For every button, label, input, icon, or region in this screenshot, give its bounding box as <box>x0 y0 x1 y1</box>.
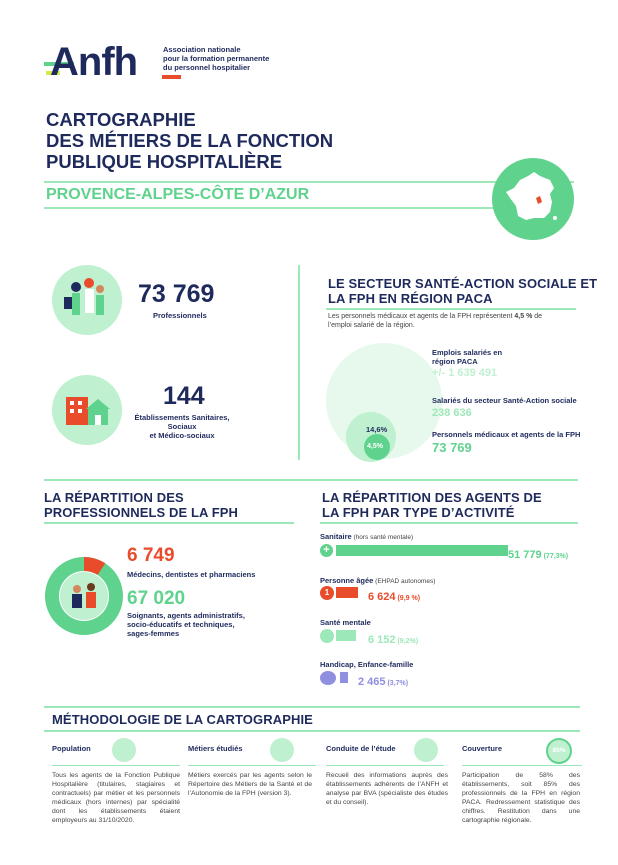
region-rule-bottom <box>44 207 498 209</box>
medecins-label: Médecins, dentistes et pharmaciens <box>127 570 256 579</box>
activity-name: Handicap, Enfance-famille <box>320 660 414 669</box>
personnels-label: Personnels médicaux et agents de la FPH <box>432 430 581 439</box>
activity-pct: (9,9 %) <box>395 595 421 602</box>
activity-item-sanitaire <box>320 530 600 562</box>
pct-146: 14,6% <box>366 425 388 434</box>
logo-tagline-line3: du personnel hospitalier <box>163 63 251 72</box>
medecins-value: 6 749 <box>127 545 175 566</box>
logo-wordmark: Anfh <box>50 40 138 84</box>
page-title-line2: DES MÉTIERS DE LA FONCTION <box>46 130 334 151</box>
salaries-label: Salariés du secteur Santé-Action sociale <box>432 396 577 405</box>
activity-pct: (77,3%) <box>541 553 569 560</box>
page-title <box>46 109 333 172</box>
activity-bar <box>336 545 508 556</box>
france-map-badge <box>492 158 574 240</box>
activity-bar <box>336 630 356 641</box>
secteur-intro-text-3: l’emploi salarié de la région. <box>328 322 415 329</box>
activity-value: 6 624 <box>368 591 396 603</box>
emplois-label-line2: région PACA <box>432 357 478 366</box>
activity-bar <box>340 672 348 683</box>
cross-icon: + <box>320 544 333 557</box>
repartition-agents-title-line1: LA RÉPARTITION DES AGENTS DE <box>322 490 542 505</box>
elderly-icon: 1 <box>320 586 334 600</box>
middle-rule <box>44 479 578 481</box>
page-title-line3: PUBLIQUE HOSPITALIÈRE <box>46 151 283 172</box>
professionals-illustration <box>52 265 122 335</box>
search-icon <box>270 738 294 762</box>
repartition-donut <box>44 556 124 636</box>
establishments-label <box>132 413 232 440</box>
establishments-label-line3: et Médico-sociaux <box>149 431 215 440</box>
family-icon <box>320 671 336 685</box>
methodo-title: MÉTHODOLOGIE DE LA CARTOGRAPHIE <box>52 712 313 727</box>
methodo-rule-top <box>44 706 580 708</box>
activity-pct: (9,2%) <box>395 638 419 645</box>
secteur-intro-pct: 4,5 % <box>514 313 533 320</box>
methodo-columns <box>52 738 582 848</box>
activity-note: (hors santé mentale) <box>351 534 414 541</box>
salaries-value: 238 636 <box>432 407 472 419</box>
repartition-agents-title-line2: LA FPH PAR TYPE D’ACTIVITÉ <box>322 505 515 520</box>
soignants-label-line1: Soignants, agents administratifs, <box>127 611 245 620</box>
professionals-value: 73 769 <box>138 280 215 308</box>
secteur-intro-text-2: de <box>534 313 543 320</box>
methodo-col-text: Métiers exercés par les agents selon le Répertoire des Métiers de la Santé et de l’Autonomie de la FPH (version 3). <box>188 772 312 797</box>
secteur-title-line2: LA FPH EN RÉGION PACA <box>328 291 493 306</box>
methodo-col-text: Participation de 58% des établissements, soit 85% des professionnels de la FPH en région PACA. Redressement statistique des chiffres. Restitution dans une cartographie régionale. <box>462 772 580 824</box>
activity-name: Sanitaire <box>320 532 352 541</box>
establishments-label-line1: Établissements Sanitaires, <box>134 413 230 422</box>
methodo-rule-bottom <box>44 730 580 732</box>
methodo-col-title: Couverture <box>462 744 503 753</box>
activity-value: 6 152 <box>368 634 396 646</box>
activity-item-sante-mentale <box>320 616 600 648</box>
activity-value: 2 465 <box>358 676 386 688</box>
page-title-line1: CARTOGRAPHIE <box>46 109 196 130</box>
activity-note: (EHPAD autonomes) <box>373 578 436 585</box>
secteur-intro-text: Les personnels médicaux et agents de la FPH représentent <box>328 313 513 320</box>
logo-tagline-line1: Association nationale <box>163 45 241 54</box>
logo-red-underline <box>162 75 181 79</box>
emplois-label <box>432 348 502 366</box>
methodo-col-text: Tous les agents de la Fonction Publique Hospitalière (titulaires, stagiaires et contractuels) par métier et les personnels médicaux (hors internes) par spécialité dont les établissements étaient employeurs au 31/10/2020. <box>52 772 180 824</box>
soignants-value: 67 020 <box>127 588 186 609</box>
repartition-pros-title-line1: LA RÉPARTITION DES <box>44 490 184 505</box>
emplois-label-line1: Emplois salariés en <box>432 348 503 357</box>
activity-pct: (3,7%) <box>385 680 409 687</box>
establishments-illustration <box>52 375 122 445</box>
region-name: PROVENCE-ALPES-CÔTE D’AZUR <box>46 186 310 203</box>
soignants-label-line2: socio-éducatifs et techniques, <box>127 620 235 629</box>
repartition-agents-rule <box>320 522 578 524</box>
methodo-col-text: Recueil des informations auprès des établissements adhérents de l’ANFH et analyse par BVA (spécialiste des études et du conseil). <box>326 772 448 806</box>
professionals-label: Professionnels <box>153 311 207 320</box>
logo-tagline <box>163 45 269 72</box>
establishments-value: 144 <box>163 382 205 410</box>
secteur-title <box>328 276 597 306</box>
activity-list <box>320 530 600 690</box>
anfh-logo <box>44 40 164 84</box>
soignants-label <box>127 611 245 638</box>
methodo-col-title: Population <box>52 744 91 753</box>
establishments-label-line2: Sociaux <box>167 422 197 431</box>
repartition-pros-rule <box>44 522 294 524</box>
secteur-rule <box>326 308 576 310</box>
mind-icon <box>320 629 334 643</box>
person-icon <box>112 738 136 762</box>
france-map-icon <box>492 158 574 240</box>
methodo-col-title: Métiers étudiés <box>188 744 243 753</box>
secteur-title-line1: LE SECTEUR SANTÉ-ACTION SOCIALE ET <box>328 276 598 291</box>
document-icon <box>414 738 438 762</box>
secteur-intro <box>328 312 578 330</box>
activity-name: Santé mentale <box>320 618 371 627</box>
personnels-value: 73 769 <box>432 440 472 455</box>
activity-name: Personne âgée <box>320 576 374 585</box>
activity-value: 51 779 <box>508 549 542 561</box>
repartition-pros-title-line2: PROFESSIONNELS DE LA FPH <box>44 505 239 520</box>
emplois-value: +/- 1 639 491 <box>432 367 498 379</box>
activity-item-handicap <box>320 658 600 690</box>
soignants-label-line3: sages-femmes <box>127 629 180 638</box>
pct-45: 4,5% <box>367 443 383 450</box>
logo-tagline-line2: pour la formation permanente <box>163 54 270 63</box>
repartition-pros-title <box>44 490 238 520</box>
methodo-col-title: Conduite de l’étude <box>326 744 396 753</box>
repartition-agents-title <box>322 490 542 520</box>
activity-bar <box>336 587 358 598</box>
column-divider <box>298 265 300 460</box>
activity-item-personne-agee <box>320 574 600 606</box>
coverage-badge: 85% <box>546 738 572 764</box>
